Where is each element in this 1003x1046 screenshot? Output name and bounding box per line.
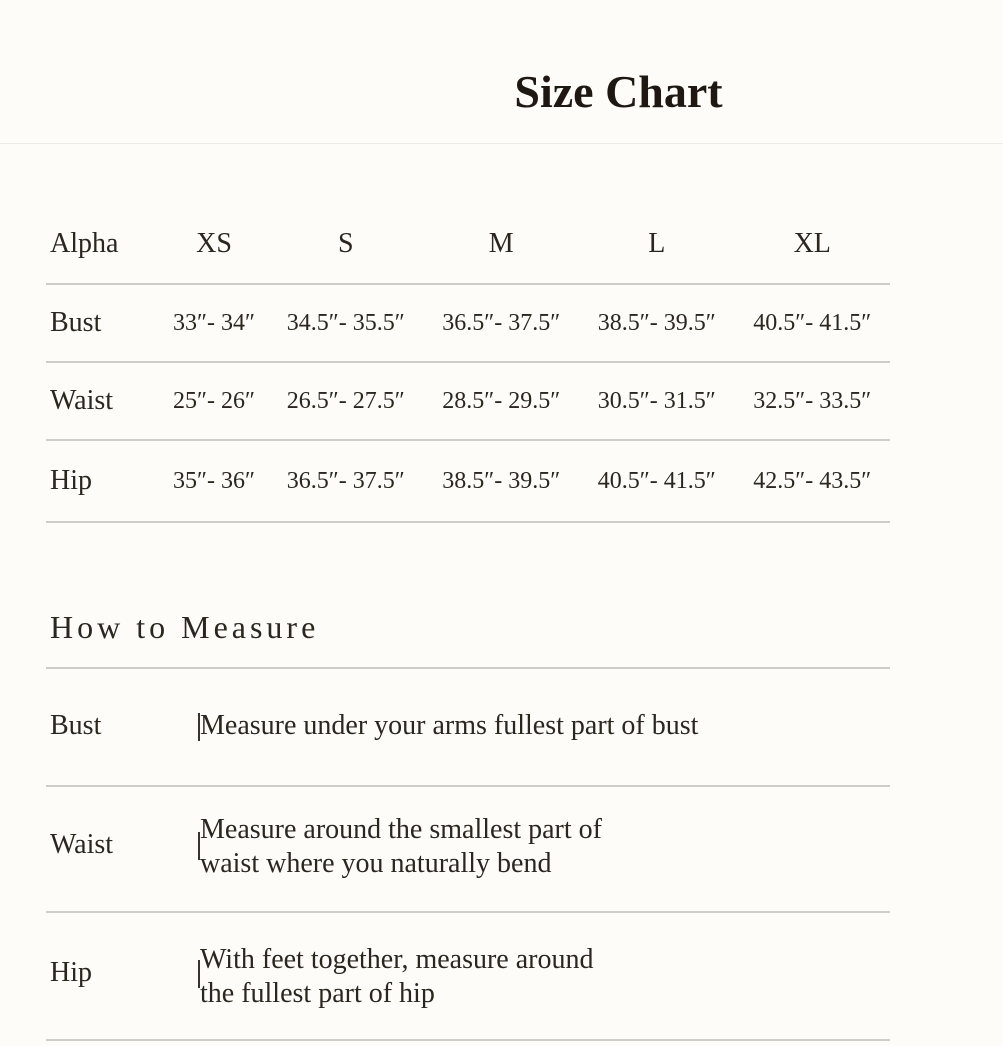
measure-item-hip	[46, 913, 890, 1041]
table-cell: 34.5″- 35.5″	[268, 284, 423, 362]
page-title: Size Chart	[514, 66, 723, 117]
header-alpha: Alpha	[46, 205, 160, 284]
description-text: With feet together, measure around the fullest part of hip	[200, 944, 594, 1009]
size-table-header-row	[46, 205, 890, 284]
row-label-waist: Waist	[46, 362, 160, 440]
measure-item-bust	[46, 669, 890, 787]
table-cell: 38.5″- 39.5″	[579, 284, 734, 362]
table-cell: 36.5″- 37.5″	[268, 440, 423, 522]
how-to-measure-list	[46, 667, 890, 1041]
table-cell: 36.5″- 37.5″	[424, 284, 579, 362]
table-row-hip	[46, 440, 890, 522]
measure-label-bust: Bust	[50, 710, 102, 741]
table-cell: 32.5″- 33.5″	[734, 362, 890, 440]
row-label-bust: Bust	[46, 284, 160, 362]
table-row-waist	[46, 362, 890, 440]
measure-description-hip	[200, 943, 880, 1011]
measure-description-bust	[200, 709, 880, 743]
table-cell: 42.5″- 43.5″	[734, 440, 890, 522]
table-cell: 33″- 34″	[160, 284, 268, 362]
description-text: Measure around the smallest part of waist where you naturally bend	[200, 814, 602, 879]
row-label-hip: Hip	[46, 440, 160, 522]
header-size-m: M	[424, 205, 579, 284]
measure-description-waist	[200, 813, 880, 881]
table-cell: 30.5″- 31.5″	[579, 362, 734, 440]
table-cell: 40.5″- 41.5″	[734, 284, 890, 362]
table-cell: 35″- 36″	[160, 440, 268, 522]
how-to-measure-heading: How to Measure	[50, 609, 320, 645]
header	[0, 0, 1003, 144]
table-cell: 28.5″- 29.5″	[424, 362, 579, 440]
table-cell: 25″- 26″	[160, 362, 268, 440]
description-text: Measure under your arms fullest part of bust	[200, 710, 699, 741]
table-cell: 26.5″- 27.5″	[268, 362, 423, 440]
measure-label-hip: Hip	[50, 957, 92, 988]
size-table	[46, 205, 890, 523]
header-size-s: S	[268, 205, 423, 284]
header-size-xs: XS	[160, 205, 268, 284]
header-size-xl: XL	[734, 205, 890, 284]
header-size-l: L	[579, 205, 734, 284]
table-row-bust	[46, 284, 890, 362]
table-cell: 38.5″- 39.5″	[424, 440, 579, 522]
measure-label-waist: Waist	[50, 829, 114, 860]
table-cell: 40.5″- 41.5″	[579, 440, 734, 522]
measure-item-waist	[46, 787, 890, 913]
